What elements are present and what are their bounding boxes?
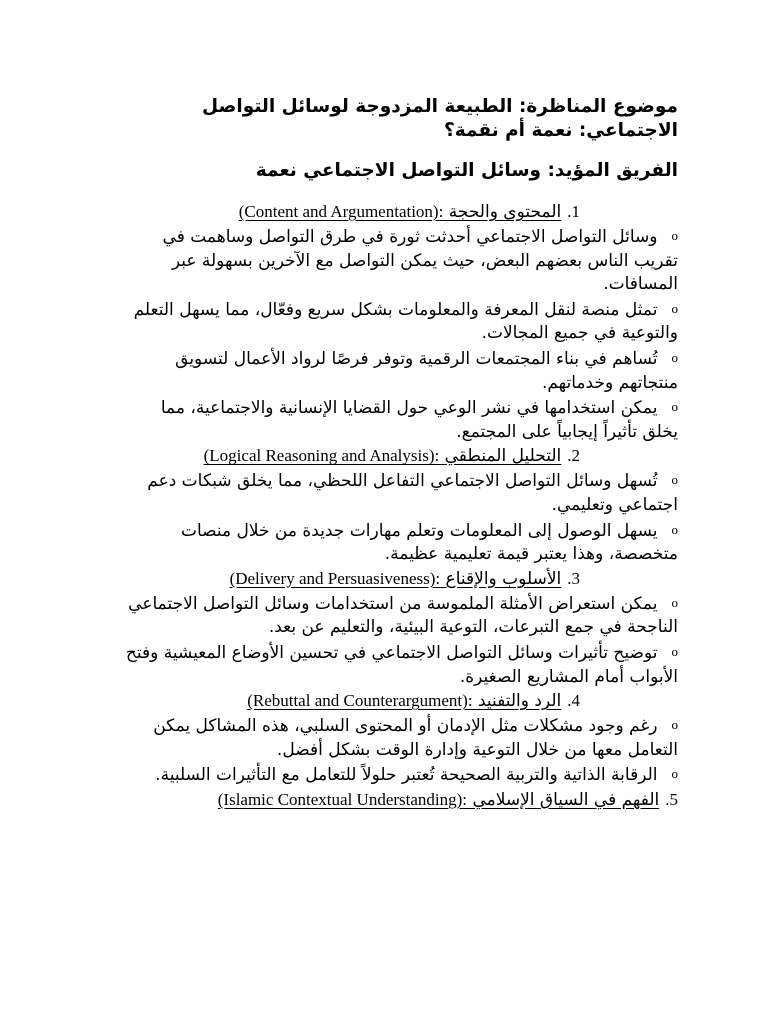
section-2 xyxy=(120,444,678,566)
section-heading xyxy=(120,788,678,812)
bullet-icon: o xyxy=(671,349,678,365)
section-items xyxy=(120,224,678,444)
section-heading xyxy=(120,689,678,713)
bullet-icon: o xyxy=(671,594,678,610)
section-title-en: (Rebuttal and Counterargument): xyxy=(247,691,473,711)
section-title-en: (Logical Reasoning and Analysis): xyxy=(203,446,440,466)
section-number: 1. xyxy=(567,202,580,221)
section-title xyxy=(230,567,562,591)
section-items xyxy=(120,591,678,689)
section-number: 5. xyxy=(665,789,678,809)
section-items xyxy=(120,713,678,788)
section-heading xyxy=(120,200,678,224)
section-heading xyxy=(120,567,678,591)
section-1 xyxy=(120,200,678,444)
item-text: تمثل منصة لنقل المعرفة والمعلومات بشكل سريع وفعّال، مما يسهل التعلم والتوعية في جميع المجالات. xyxy=(133,299,678,344)
list-item xyxy=(120,468,678,517)
bullet-icon: o xyxy=(671,300,678,316)
section-title-en: (Delivery and Persuasiveness): xyxy=(229,568,441,588)
section-4 xyxy=(120,689,678,788)
bullet-icon: o xyxy=(671,643,678,659)
list-item xyxy=(120,518,678,567)
list-item xyxy=(120,224,678,297)
bullet-icon: o xyxy=(671,472,678,488)
section-number: 3. xyxy=(567,568,580,588)
item-text: توضيح تأثيرات وسائل التواصل الاجتماعي في تحسين الأوضاع المعيشية وفتح الأبواب أمام المشاريع الصغيرة. xyxy=(125,642,678,687)
item-text: الرقابة الذاتية والتربية الصحيحة تُعتبر حلولاً للتعامل مع التأثيرات السلبية. xyxy=(155,765,658,786)
section-title xyxy=(247,689,561,713)
list-item xyxy=(120,395,678,444)
section-5 xyxy=(120,788,678,812)
section-items xyxy=(120,468,678,566)
section-title-ar: التحليل المنطقي xyxy=(444,446,562,467)
section-title xyxy=(239,200,562,224)
list-item xyxy=(120,762,678,788)
item-text: يمكن استخدامها في نشر الوعي حول القضايا الإنسانية والاجتماعية، مما يخلق تأثيراً إيجابياً على المجتمع. xyxy=(160,398,678,442)
item-text: يمكن استعراض الأمثلة الملموسة من استخدامات وسائل التواصل الاجتماعي الناجحة في جمع التبرعات، التوعية البيئية، والتعليم عن بعد. xyxy=(128,593,678,638)
item-text: تُسهل وسائل التواصل الاجتماعي التفاعل اللحظي، مما يخلق شبكات دعم اجتماعي وتعليمي. xyxy=(147,471,678,515)
debate-title: موضوع المناظرة: الطبيعة المزدوجة لوسائل التواصل الاجتماعي: نعمة أم نقمة؟ xyxy=(202,96,678,141)
list-item xyxy=(120,640,678,689)
section-title-ar: الفهم في السياق الإسلامي xyxy=(472,789,660,810)
item-text: يسهل الوصول إلى المعلومات وتعلم مهارات جديدة من خلال منصات متخصصة، وهذا يعتبر قيمة تعليمية عظيمة. xyxy=(180,520,678,565)
section-title-en: (Islamic Contextual Understanding): xyxy=(217,789,468,809)
section-title-ar: الرد والتفنيد xyxy=(477,691,562,712)
bullet-icon: o xyxy=(671,717,678,733)
item-text: وسائل التواصل الاجتماعي أحدثت ثورة في طرق التواصل وساهمت في تقريب الناس بعضهم البعض، حيث يمكن التواصل مع الآخرين بسهولة عبر المسافات. xyxy=(162,227,678,295)
section-3 xyxy=(120,567,678,689)
section-title-en: (Content and Argumentation): xyxy=(238,202,444,221)
section-heading xyxy=(120,444,678,468)
team-heading: الفريق المؤيد: وسائل التواصل الاجتماعي نعمة xyxy=(255,160,678,181)
bullet-icon: o xyxy=(671,521,678,537)
bullet-icon: o xyxy=(671,399,678,415)
item-text: رغم وجود مشكلات مثل الإدمان أو المحتوى السلبي، هذه المشاكل يمكن التعامل معها من خلال التوعية وإدارة الوقت بشكل أفضل. xyxy=(153,716,678,760)
list-item xyxy=(120,297,678,346)
bullet-icon: o xyxy=(671,766,678,782)
section-number: 4. xyxy=(567,691,580,711)
section-title xyxy=(218,788,660,812)
section-number: 2. xyxy=(567,446,580,466)
item-text: تُساهم في بناء المجتمعات الرقمية وتوفر فرصًا لرواد الأعمال لتسويق منتجاتهم وخدماتهم. xyxy=(175,348,678,393)
section-title-ar: الأسلوب والإقناع xyxy=(445,568,562,589)
list-item xyxy=(120,713,678,762)
list-item xyxy=(120,346,678,395)
document-body xyxy=(120,95,678,812)
bullet-icon: o xyxy=(671,228,678,243)
section-title-ar: المحتوى والحجة xyxy=(448,202,562,222)
list-item xyxy=(120,591,678,640)
section-title xyxy=(204,444,562,468)
